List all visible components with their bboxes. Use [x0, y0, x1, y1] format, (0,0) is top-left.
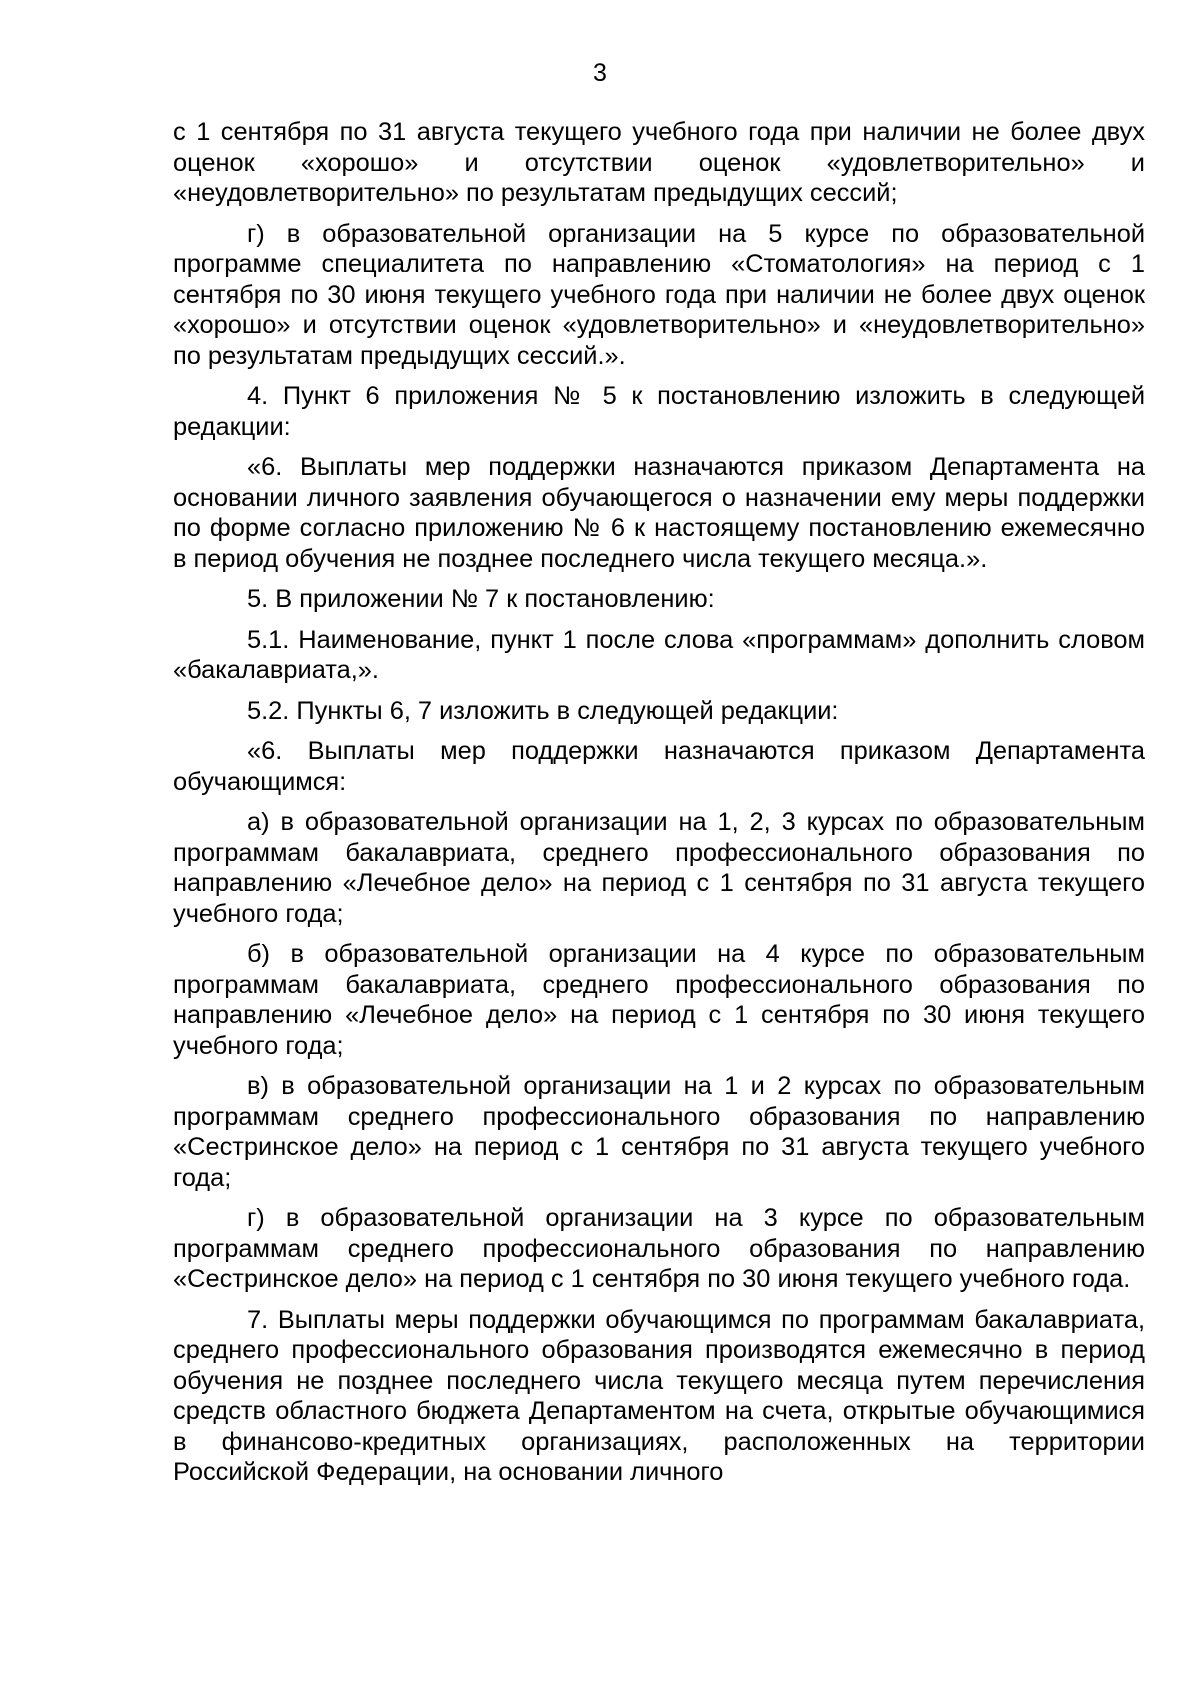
- paragraph-quoted-6-payments: «6. Выплаты мер поддержки назначаются приказом Департамента обучающимся:: [173, 737, 1145, 796]
- document-body: [173, 117, 1145, 1488]
- paragraph-item-5: 5. В приложении № 7 к постановлению:: [247, 585, 715, 613]
- paragraph-subitem-g: г) в образовательной организации на 3 курсе по образовательным программам среднего профессионального образования по направлению «Сестринское дело» на период с 1 сентября по 30 июня текущего учебного года.: [173, 1204, 1145, 1293]
- paragraph-item-4: 4. Пункт 6 приложения № 5 к постановлению изложить в следующей редакции:: [173, 382, 1145, 441]
- paragraph-subitem-b: б) в образовательной организации на 4 курсе по образовательным программам бакалавриата, среднего профессионального образования по направлению «Лечебное дело» на период с 1 сентября по 30 июня текущего учебного года;: [173, 940, 1145, 1060]
- paragraph-continuation: с 1 сентября по 31 августа текущего учебного года при наличии не более двух оценок «хорошо» и отсутствии оценок «удовлетворительно» и «неудовлетворительно» по результатам предыдущих сессий;: [173, 118, 1145, 207]
- paragraph-subitem-v: в) в образовательной организации на 1 и 2 курсах по образовательным программам среднего профессионального образования по направлению «Сестринское дело» на период с 1 сентября по 31 августа текущего учебного года;: [173, 1072, 1145, 1192]
- paragraph-item-5-1: 5.1. Наименование, пункт 1 после слова «программам» дополнить словом «бакалавриата,».: [173, 625, 1145, 684]
- paragraph-item-7: 7. Выплаты меры поддержки обучающимся по программам бакалавриата, среднего профессионального образования производятся ежемесячно в период обучения не позднее последнего числа текущего месяца путем перечисления средств областного бюджета Департаментом на счета, открытые обучающимися в финансово-кредитных организациях, расположенных на территории Российской Федерации, на основании личного: [173, 1305, 1145, 1486]
- paragraph-quoted-6: «6. Выплаты мер поддержки назначаются приказом Департамента на основании личного заявления обучающегося о назначении ему меры поддержки по форме согласно приложению № 6 к настоящему постановлению ежемесячно в период обучения не позднее последнего числа текущего месяца.».: [173, 453, 1145, 573]
- paragraph-item-g-stomatology: г) в образовательной организации на 5 курсе по образовательной программе специалитета по направлению «Стоматология» на период с 1 сентября по 30 июня текущего учебного года при наличии не более двух оценок «хорошо» и отсутствии оценок «удовлетворительно» и «неудовлетворительно» по результатам предыдущих сессий.».: [173, 219, 1145, 370]
- paragraph-item-5-2: 5.2. Пункты 6, 7 изложить в следующей редакции:: [247, 696, 839, 725]
- page-number: 3: [593, 59, 607, 87]
- paragraph-subitem-a: а) в образовательной организации на 1, 2, 3 курсах по образовательным программам бакалавриата, среднего профессионального образования по направлению «Лечебное дело» на период с 1 сентября по 31 августа текущего учебного года;: [173, 808, 1145, 928]
